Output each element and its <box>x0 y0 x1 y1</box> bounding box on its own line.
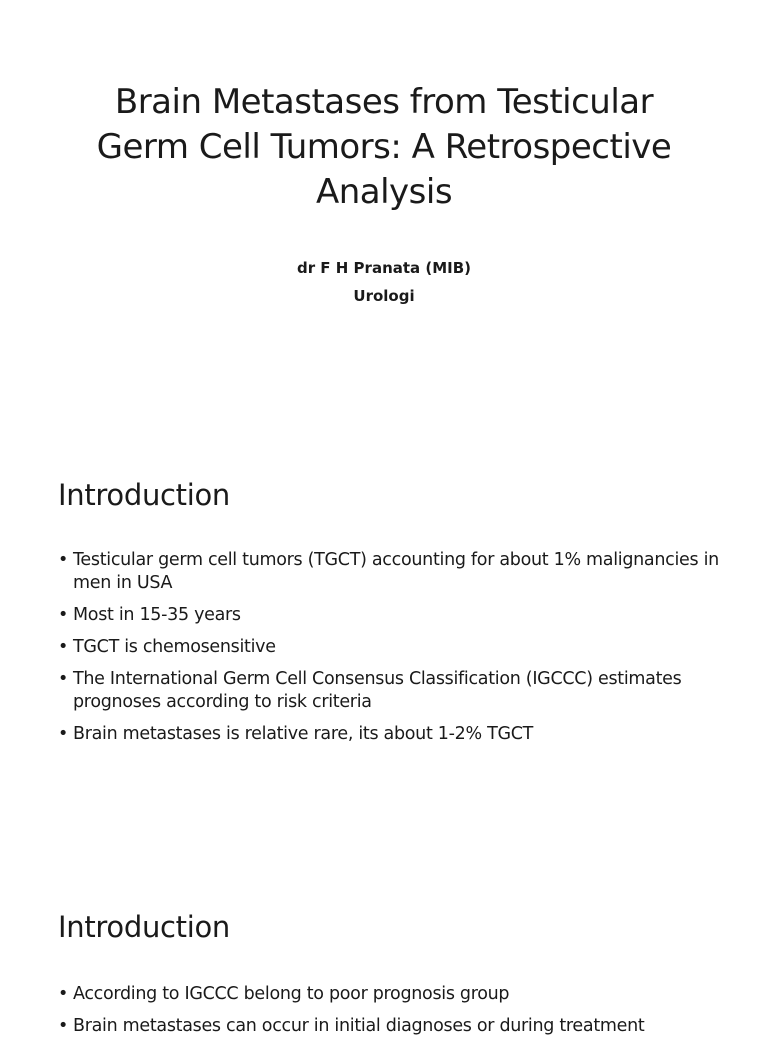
bullet-icon: • <box>58 1016 69 1036</box>
introduction-slide-1 <box>0 434 768 866</box>
bullet-item <box>58 668 738 714</box>
bullet-text: The International Germ Cell Consensus Classification (IGCCC) estimates prognoses according to risk criteria <box>73 669 682 712</box>
bullet-item <box>58 723 738 746</box>
bullet-list <box>58 983 738 1047</box>
bullet-icon: • <box>58 637 69 657</box>
author-name: dr F H Pranata (MIB) <box>296 259 472 277</box>
bullet-item <box>58 549 738 595</box>
bullet-item <box>58 636 738 659</box>
bullet-text: Most in 15-35 years <box>73 605 241 625</box>
bullet-icon: • <box>58 669 69 689</box>
bullet-item <box>58 1015 738 1038</box>
bullet-item <box>58 983 738 1006</box>
bullet-text: According to IGCCC belong to poor prognosis group <box>73 984 510 1004</box>
introduction-slide-2 <box>0 868 768 1036</box>
slide-heading: Introduction <box>58 478 231 512</box>
bullet-text: Brain metastases can occur in initial diagnoses or during treatment <box>73 1016 645 1036</box>
bullet-text: Testicular germ cell tumors (TGCT) accounting for about 1% malignancies in men in USA <box>73 550 719 593</box>
bullet-item <box>58 604 738 627</box>
presentation-title: Brain Metastases from Testicular Germ Cell Tumors: A Retrospective Analysis <box>96 82 672 212</box>
bullet-icon: • <box>58 550 69 570</box>
bullet-text: Brain metastases is relative rare, its about 1-2% TGCT <box>73 724 534 744</box>
slide-heading: Introduction <box>58 910 231 944</box>
title-slide <box>0 0 768 432</box>
author-department: Urologi <box>353 287 415 305</box>
bullet-icon: • <box>58 605 69 625</box>
bullet-icon: • <box>58 984 69 1004</box>
bullet-list <box>58 549 738 755</box>
bullet-icon: • <box>58 724 69 744</box>
bullet-text: TGCT is chemosensitive <box>73 637 276 657</box>
